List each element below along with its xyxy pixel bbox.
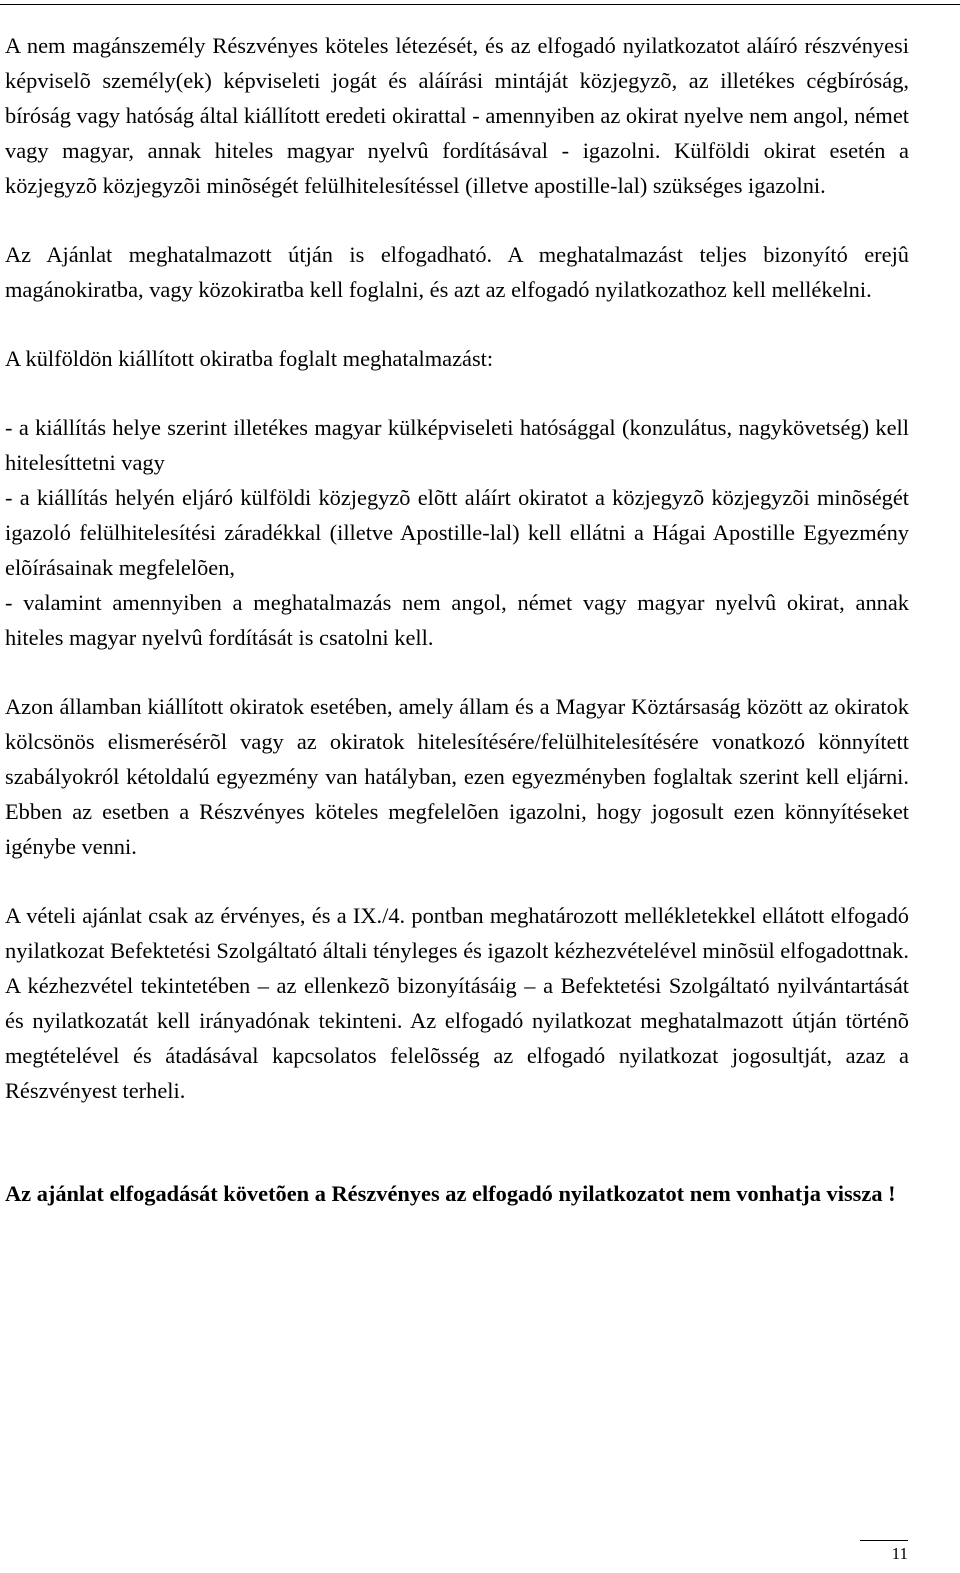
bold-notice: Az ajánlat elfogadását követõen a Részvényes az elfogadó nyilatkozatot nem vonhatja vissza ! — [5, 1181, 896, 1206]
page-number: 11 — [891, 1544, 908, 1563]
paragraph-nonnatural-person-proof: A nem magánszemély Részvényes köteles létezését, és az elfogadó nyilatkozatot aláíró részvényesi képviselõ személy(ek) képviseleti jogát és aláírási mintáját közjegyzõ, az illetékes cégbíróság, bíróság vagy hatóság által kiállított eredeti okirattal - amennyiben az okirat nyelve nem angol, német vagy magyar, annak hiteles magyar nyelvû fordításával - igazolni. Külföldi okirat esetén a közjegyzõ közjegyzõi minõségét felülhitelesítéssel (illetve apostille-lal) szükséges igazolni. — [5, 33, 909, 198]
footer-rule — [860, 1540, 908, 1541]
foreign-proxy-list — [5, 410, 909, 655]
top-rule — [0, 4, 960, 5]
list-item: - a kiállítás helye szerint illetékes magyar külképviseleti hatósággal (konzulátus, nagykövetség) kell hitelesíttetni vagy — [5, 415, 909, 475]
paragraph-proxy-acceptance: Az Ajánlat meghatalmazott útján is elfogadható. A meghatalmazást teljes bizonyító erejû magánokiratba, vagy közokiratba kell foglalni, és azt az elfogadó nyilatkozathoz kell mellékelni. — [5, 242, 909, 302]
list-item: - a kiállítás helyén eljáró külföldi közjegyzõ elõtt aláírt okiratot a közjegyzõ közjegyzõi minõségét igazoló felülhitelesítési záradékkal (illetve Apostille-lal) kell ellátni a Hágai Apostille Egyezmény elõírásainak megfelelõen, — [5, 485, 909, 580]
paragraph-acceptance-conditions: A vételi ajánlat csak az érvényes, és a IX./4. pontban meghatározott mellékletekkel ellátott elfogadó nyilatkozat Befektetési Szolgáltató általi tényleges és igazolt kézhezvételével minõsül elfogadottnak. A kézhezvétel tekintetében – az ellenkezõ bizonyításáig – a Befektetési Szolgáltató nyilvántartását és nyilatkozatát kell irányadónak tekinteni. Az elfogadó nyilatkozat meghatalmazott útján történõ megtételével és átadásával kapcsolatos felelõsség az elfogadó nyilatkozat jogosultját, azaz a Részvényest terheli. — [5, 903, 910, 1103]
paragraph-bilateral-agreement: Azon államban kiállított okiratok esetében, amely állam és a Magyar Köztársaság között az okiratok kölcsönös elismerésérõl vagy az okiratok hitelesítésére/felülhitelesítésére vonatkozó könnyített szabályokról kétoldalú egyezmény van hatályban, ezen egyezményben foglaltak szerint kell eljárni. Ebben az esetben a Részvényes köteles megfelelõen igazolni, hogy jogosult ezen könnyítéseket igénybe venni. — [5, 694, 909, 859]
paragraph-foreign-proxy-intro: A külföldön kiállított okiratba foglalt meghatalmazást: — [5, 346, 494, 371]
document-body — [5, 28, 909, 1211]
list-item: - valamint amennyiben a meghatalmazás nem angol, német vagy magyar nyelvû okirat, annak hiteles magyar nyelvû fordítását is csatolni kell. — [5, 590, 909, 650]
